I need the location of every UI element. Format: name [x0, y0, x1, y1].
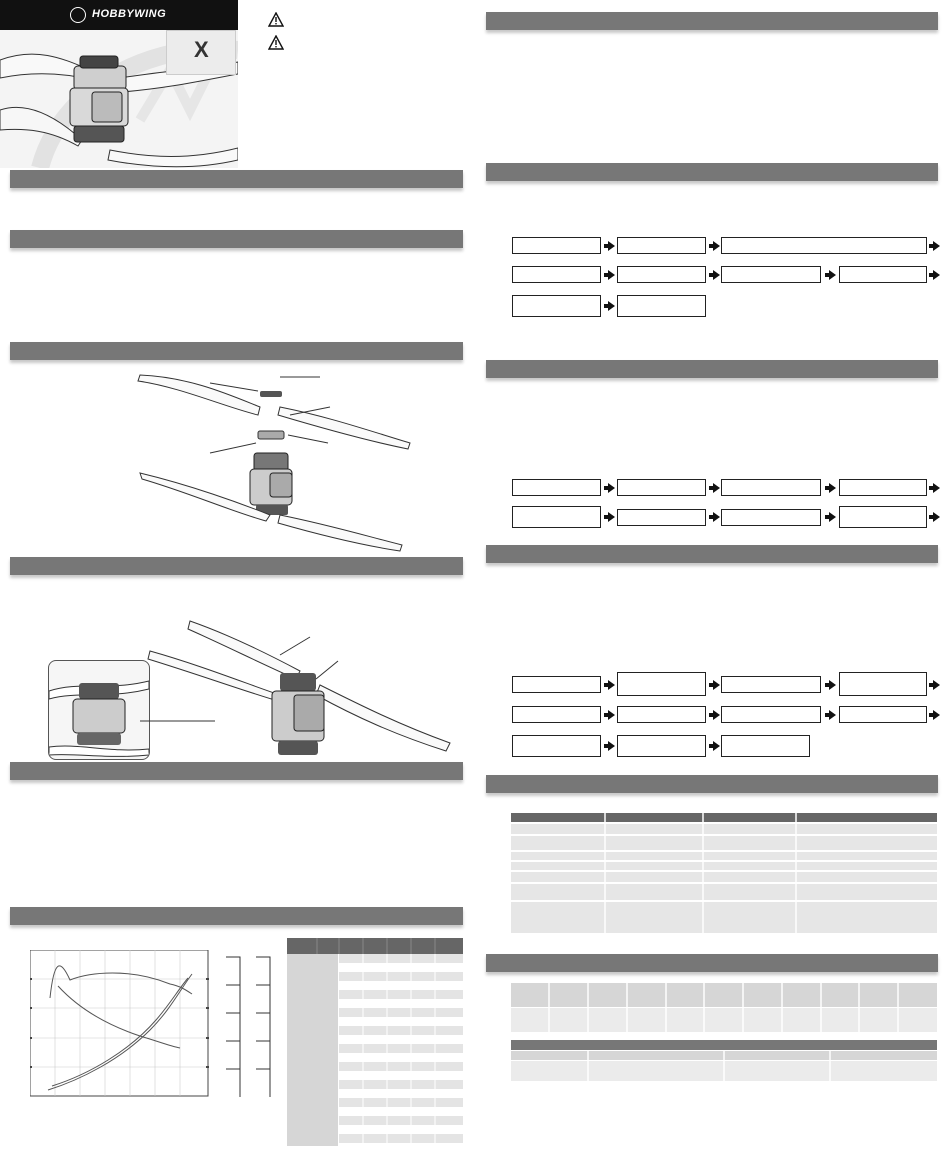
flow-step — [617, 672, 706, 696]
flow-step — [512, 506, 601, 528]
accessories-table-grid — [511, 1040, 937, 1082]
section-header-bar — [10, 230, 463, 248]
performance-chart — [30, 950, 210, 1100]
arrow-right-icon — [829, 483, 836, 493]
section-header-bar — [10, 170, 463, 188]
arrow-right-icon — [933, 241, 940, 251]
flow-step — [617, 237, 706, 254]
arrow-right-icon — [713, 241, 720, 251]
arrow-right-icon — [933, 710, 940, 720]
table-header-dividers — [287, 938, 463, 954]
section-header-bar — [486, 12, 938, 30]
arrow-right-icon — [713, 270, 720, 280]
series-badge-label: X — [194, 37, 209, 62]
accessories-table — [511, 1040, 937, 1082]
flow-step — [512, 676, 601, 693]
flow-step — [512, 706, 601, 723]
flow-step — [839, 479, 927, 496]
arrow-right-icon — [829, 512, 836, 522]
performance-data-table — [287, 938, 463, 1146]
propeller-installation-diagram — [130, 365, 430, 555]
flow-step — [512, 735, 601, 757]
brand-logo — [0, 0, 238, 30]
arrow-right-icon — [608, 301, 615, 311]
arrow-right-icon — [608, 241, 615, 251]
flow-step — [617, 509, 706, 526]
flow-step — [512, 295, 601, 317]
flow-step — [721, 509, 821, 526]
logo-mark-icon — [70, 7, 86, 23]
flow-step — [617, 295, 706, 317]
flow-step — [721, 237, 927, 254]
status-table — [511, 813, 937, 933]
arrow-right-icon — [608, 270, 615, 280]
section-header-bar — [486, 360, 938, 378]
arrow-right-icon — [713, 483, 720, 493]
section-header-bar — [10, 907, 463, 925]
flow-step — [512, 237, 601, 254]
detail-inset — [48, 660, 150, 760]
chart-axis-brackets — [220, 955, 280, 1100]
series-badge — [166, 30, 236, 75]
warning-triangle-icon — [268, 35, 284, 51]
flow-step — [721, 266, 821, 283]
flow-step — [617, 735, 706, 757]
arrow-right-icon — [608, 483, 615, 493]
flow-step — [617, 479, 706, 496]
arrow-right-icon — [933, 512, 940, 522]
arrow-right-icon — [713, 680, 720, 690]
arrow-right-icon — [829, 710, 836, 720]
arrow-right-icon — [933, 680, 940, 690]
arrow-right-icon — [713, 741, 720, 751]
arrow-right-icon — [829, 270, 836, 280]
flow-step — [839, 706, 927, 723]
arrow-right-icon — [713, 512, 720, 522]
spec-table — [511, 983, 937, 1033]
section-header-bar — [486, 163, 938, 181]
inset-motor-illustration — [49, 661, 149, 759]
arrow-right-icon — [608, 710, 615, 720]
flow-step — [839, 506, 927, 528]
table-merged-cell — [287, 954, 339, 1146]
section-header-bar — [486, 954, 938, 972]
section-header-bar — [486, 545, 938, 563]
arrow-right-icon — [933, 483, 940, 493]
flow-step — [839, 672, 927, 696]
arrow-right-icon — [608, 512, 615, 522]
status-table-grid — [511, 813, 937, 933]
flow-step — [617, 266, 706, 283]
warning-triangle-icon — [268, 12, 284, 28]
flow-step — [617, 706, 706, 723]
section-header-bar — [486, 775, 938, 793]
arrow-right-icon — [829, 680, 836, 690]
logo-text: HOBBYWING — [92, 8, 167, 20]
arrow-right-icon — [933, 270, 940, 280]
section-header-bar — [10, 557, 463, 575]
flow-step — [512, 479, 601, 496]
flow-step — [839, 266, 927, 283]
flow-step — [721, 676, 821, 693]
flow-step — [721, 735, 810, 757]
table-grid — [339, 954, 463, 1146]
arrow-right-icon — [608, 680, 615, 690]
spec-table-grid — [511, 983, 937, 1033]
arrow-right-icon — [608, 741, 615, 751]
flow-step — [721, 479, 821, 496]
arrow-right-icon — [713, 710, 720, 720]
assembled-propulsion-diagram — [140, 615, 455, 765]
section-header-bar — [10, 342, 463, 360]
flow-step — [512, 266, 601, 283]
flow-step — [721, 706, 821, 723]
